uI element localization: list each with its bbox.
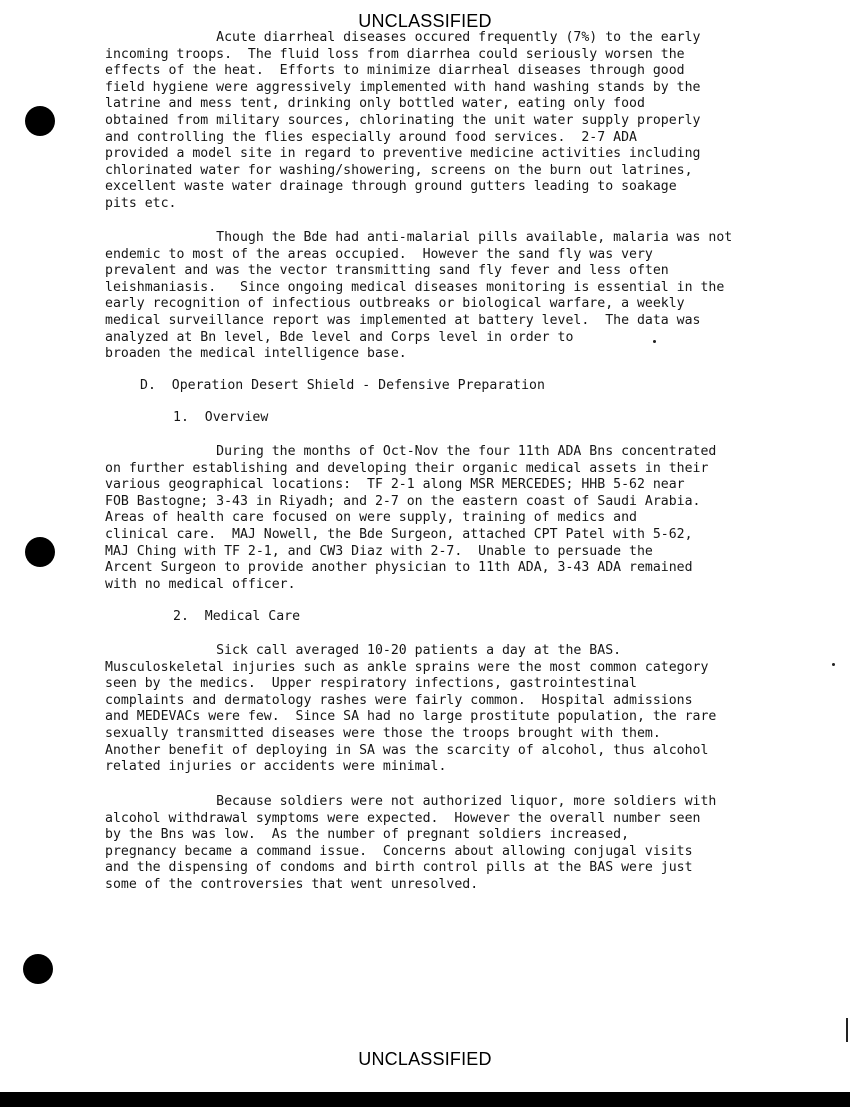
- section-heading-d: D. Operation Desert Shield - Defensive Preparation: [140, 378, 545, 393]
- punch-hole-bottom: [23, 954, 53, 984]
- paragraph-alcohol-pregnancy: Because soldiers were not authorized liquor, more soldiers with alcohol withdrawal symptoms were expected. However the overall number seen by the Bns was low. As the number of pregnant soldiers increased, pregnancy became a command issue. Concerns about allowing conjugal visits and the dispensing of condoms and birth control pills at the BAS were just some of the controversies that went unresolved.: [105, 794, 717, 892]
- scan-speck: [653, 340, 656, 343]
- scan-edge-mark: [846, 1018, 848, 1042]
- paragraph-malaria-surveillance: Though the Bde had anti-malarial pills available, malaria was not endemic to most of the areas occupied. However the sand fly was very prevalent and was the vector transmitting sand fly fever and less often leishmaniasis. Since ongoing medical diseases monitoring is essential in the early recognition of infectious outbreaks or biological warfare, a weekly medical surveillance report was implemented at battery level. The data was analyzed at Bn level, Bde level and Corps level in order to broaden the medical intelligence base.: [105, 230, 733, 362]
- subsection-heading-overview: 1. Overview: [173, 410, 269, 425]
- punch-hole-middle: [25, 537, 55, 567]
- scan-speck: [832, 663, 835, 666]
- paragraph-overview: During the months of Oct-Nov the four 11th ADA Bns concentrated on further establishing and developing their organic medical assets in their various geographical locations: TF 2-1 along MSR MERCEDES; HHB 5-62 near FOB Bastogne; 3-43 in Riyadh; and 2-7 on the eastern coast of Saudi Arabia. Areas of health care focused on were supply, training of medics and clinical care. MAJ Nowell, the Bde Surgeon, attached CPT Patel with 5-62, MAJ Ching with TF 2-1, and CW3 Diaz with 2-7. Unable to persuade the Arcent Surgeon to provide another physician to 11th ADA, 3-43 ADA remained with no medical officer.: [105, 444, 717, 592]
- scan-bottom-border: [0, 1092, 850, 1107]
- subsection-heading-medical-care: 2. Medical Care: [173, 609, 301, 624]
- classification-header: UNCLASSIFIED: [358, 11, 492, 31]
- paragraph-sick-call: Sick call averaged 10-20 patients a day at the BAS. Musculoskeletal injuries such as ankle sprains were the most common category seen by the medics. Upper respiratory infections, gastrointestinal complaints and dermatology rashes were fairly common. Hospital admissions and MEDEVACs were few. Since SA had no large prostitute population, the rare sexually transmitted diseases were those the troops brought with them. Another benefit of deploying in SA was the scarcity of alcohol, thus alcohol related injuries or accidents were minimal.: [105, 643, 717, 775]
- classification-footer: UNCLASSIFIED: [358, 1049, 492, 1069]
- paragraph-diarrheal-diseases: Acute diarrheal diseases occured frequently (7%) to the early incoming troops. The fluid loss from diarrhea could seriously worsen the effects of the heat. Efforts to minimize diarrheal diseases through good field hygiene were aggressively implemented with hand washing stands by the latrine and mess tent, drinking only bottled water, eating only food obtained from military sources, chlorinating the unit water supply properly and controlling the flies especially around food services. 2-7 ADA provided a model site in regard to preventive medicine activities including chlorinated water for washing/showering, screens on the burn out latrines, excellent waste water drainage through ground gutters leading to soakage pits etc.: [105, 30, 701, 211]
- punch-hole-top: [25, 106, 55, 136]
